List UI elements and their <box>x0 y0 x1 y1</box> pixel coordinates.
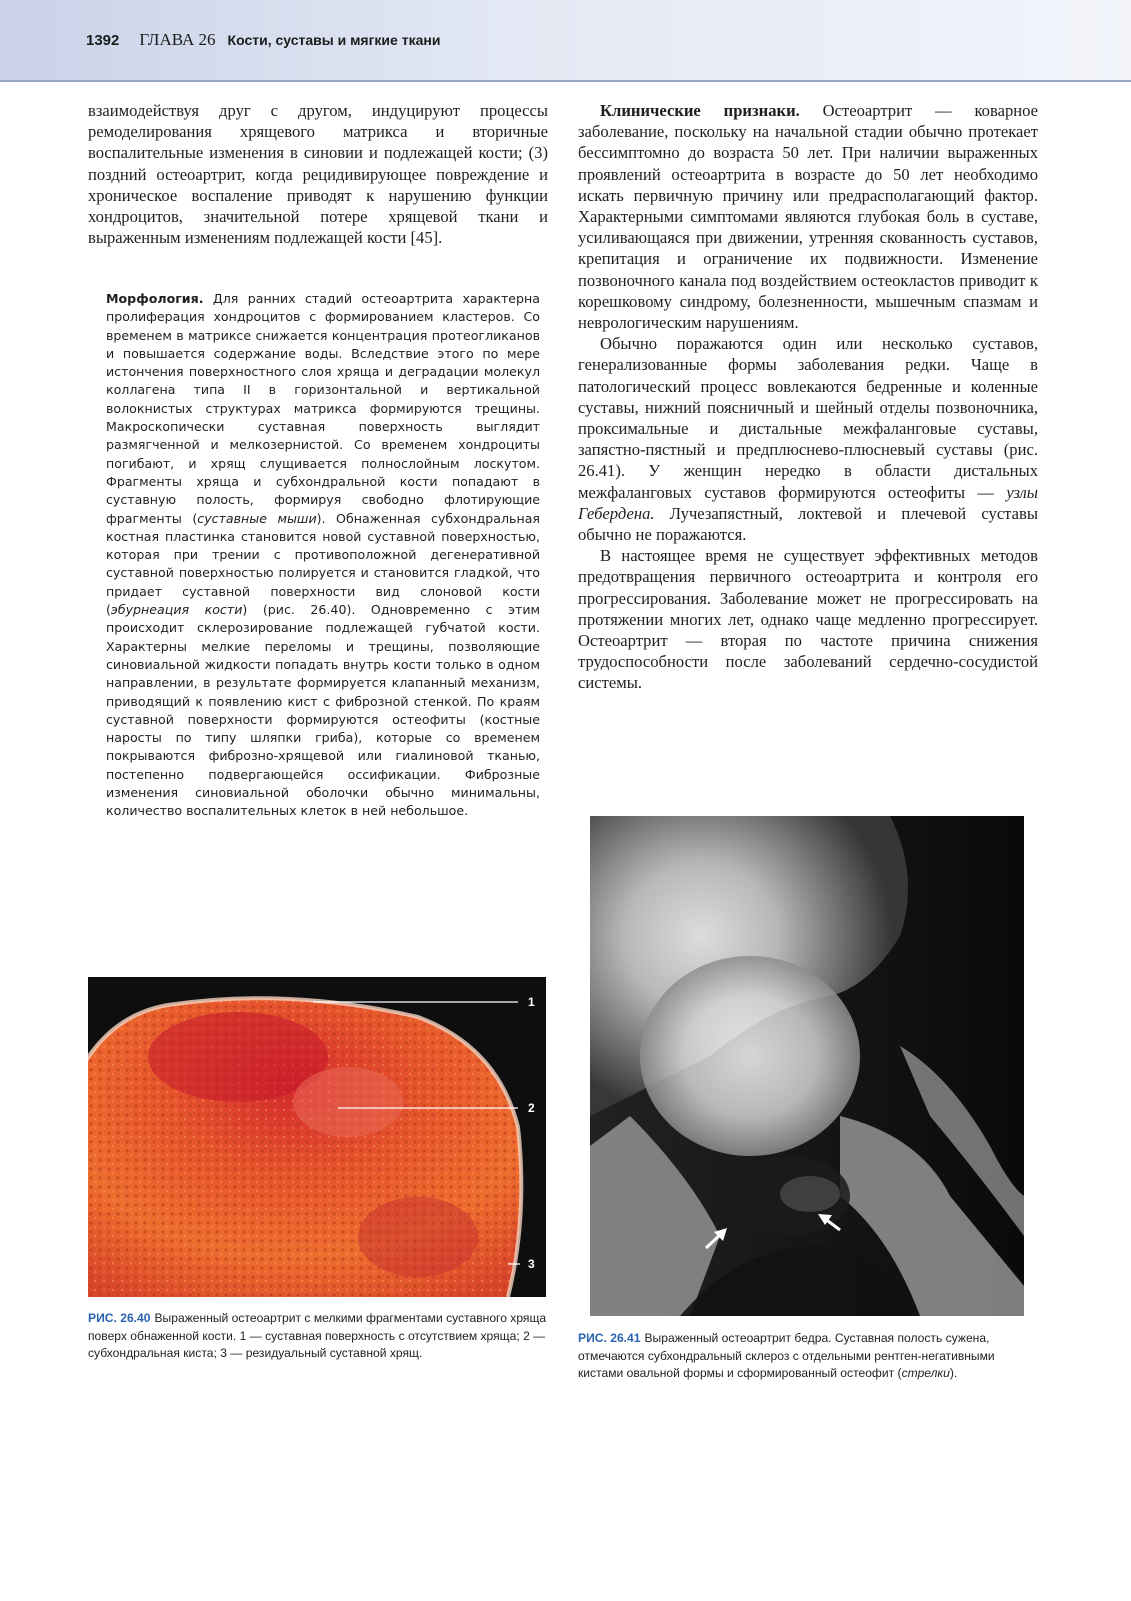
morphology-text-c: ) (рис. 26.40). Одновременно с этим происходит склерозирование подлежащей губчатой кости. Характерны мелкие переломы и трещины, позволяющие синовиальной жидкости попадать внутрь кости только в одном направлении, в результате формируется клапанный механизм, приводящий к появлению кист с фиброзной стенкой. По краям суставной поверхности формируются остеофиты (костные наросты по типу шляпки гриба), которые со временем покрываются фиброзно-хрящевой или гиалиновой тканью, постепенно подвергающейся оссификации. Фиброзные изменения синовиальной оболочки обычно минимальны, количество воспалительных клеток в ней небольшое. <box>106 602 541 819</box>
header-divider <box>0 80 1131 82</box>
chapter-label: ГЛАВА 26 <box>139 30 216 49</box>
caption-text-26-40: Выраженный остеоартрит с мелкими фрагментами суставного хряща поверх обнаженной кости. 1 — суставная поверхность с отсутствием хряща; 2 — субхондральная киста; 3 — резидуальный суставной хрящ. <box>88 1311 547 1361</box>
figure-label-3: 3 <box>528 1257 535 1271</box>
term-heberden-nodes: узлы Гебердена. <box>578 482 1038 523</box>
clinical-paragraph <box>578 100 1038 333</box>
prognosis-paragraph: В настоящее время не существует эффективных методов предотвращения первичного остеоартрита и контроля его прогрессирования. Заболевание может не прогрессировать на протяжении многих лет, однако чаще медленно прогрессирует. Остеоартрит — вторая по частоте причина снижения трудоспособности после заболеваний сердечно-сосудистой системы. <box>578 546 1038 693</box>
clinical-text: Остеоартрит — коварное заболевание, поскольку на начальной стадии обычно протекает бессимптомно до возраста 50 лет. При наличии выраженных проявлений остеоартрита в возрасте до 50 лет необходимо искать первичную причину или предрасполагающий фактор. Характерными симптомами являются глубокая боль в суставе, усиливающаяся при движении, утренняя скованность суставов, крепитация и ограничение их подвижности. Изменение позвоночного канала под воздействием остеокластов приводит к корешковому синдрому, болезненности, мышечным спазмам и неврологическим нарушениям. <box>578 101 1038 333</box>
morphology-section <box>106 290 540 821</box>
figure-label-2: 2 <box>528 1101 535 1115</box>
right-column <box>578 100 1038 694</box>
figure-label-1: 1 <box>528 995 535 1009</box>
joints-text-a: Обычно поражаются один или несколько суставов, генерализованные формы заболевания редки. Чаще в патологический процесс вовлекаются бедренные и коленные суставы, нижний поясничный и шейный отделы позвоночника, проксимальные и дистальные межфаланговые суставы, запястно-пястный и предплюснево-плюсневый суставы (рис. 26.41). У женщин нередко в области дистальных межфаланговых суставов формируются остеофиты — <box>578 334 1038 502</box>
figure-26-41-image <box>590 816 1024 1316</box>
figure-26-40-caption <box>88 1310 548 1363</box>
term-eburnation: эбурнеация кости <box>110 602 243 618</box>
term-joint-mice: суставные мыши <box>197 510 317 526</box>
hip-xray <box>590 816 1024 1316</box>
clinical-heading: Клинические признаки. <box>600 101 800 120</box>
term-arrows: стрелки <box>901 1366 950 1381</box>
caption-label-26-40: РИС. 26.40 <box>88 1311 151 1325</box>
caption-text-26-41-b: ). <box>949 1366 958 1381</box>
paragraph-intro: взаимодействуя друг с другом, индуцируют процессы ремоделирования хрящевого матрикса и вторичные воспалительные изменения в синовии и подлежащей кости; (3) поздний остеоартрит, когда рецидивирующее повреждение и хроническое воспаление приводят к нарушению функции хондроцитов, значительной потере хрящевой ткани и выраженным изменениям подлежащей кости [45]. <box>88 101 548 248</box>
page-header <box>0 0 1131 80</box>
morphology-text-a: Для ранних стадий остеоартрита характерна пролиферация хондроцитов с формированием кластеров. Со временем в матриксе снижается концентрация протеогликанов и повышается содержание воды. Вследствие этого по мере истончения поверхностного слоя хряща и деградации молекул коллагена типа II в горизонтальной и вертикальной волокнистых структурах матрикса формируются трещины. Макроскопически суставная поверхность выглядит размягченной и мелкозернистой. Со временем хондроциты погибают, и хрящ слущивается полнослойным лоскутом. Фрагменты хряща и субхондральной кости попадают в суставную полость, формируя свободно флотирующие фрагменты ( <box>106 291 540 526</box>
morphology-text-b: ). Обнаженная субхондральная костная пластинка становится новой суставной поверхностью, которая при трении с противоположной дегенеративной суставной поверхностью полируется и становится гладкой, что придает суставной поверхности вид слоновой кости ( <box>106 510 540 618</box>
morphology-heading: Морфология. <box>106 291 204 306</box>
header-text <box>86 30 440 50</box>
page-number: 1392 <box>86 32 120 49</box>
joints-paragraph <box>578 333 1038 545</box>
chapter-title: Кости, суставы и мягкие ткани <box>227 32 441 48</box>
figure-26-40-image <box>88 977 546 1297</box>
left-column <box>88 100 548 248</box>
caption-label-26-41: РИС. 26.41 <box>578 1331 641 1345</box>
caption-text-26-41-a: Выраженный остеоартрит бедра. Суставная полость сужена, отмечаются субхондральный склероз с отдельными рентген-негативными кистами овальной формы и сформированный остеофит ( <box>578 1331 995 1381</box>
figure-26-41-caption <box>578 1330 1040 1383</box>
femoral-head-specimen <box>88 977 546 1297</box>
joints-text-b: Лучезапястный, локтевой и плечевой суставы обычно не поражаются. <box>578 503 1038 545</box>
